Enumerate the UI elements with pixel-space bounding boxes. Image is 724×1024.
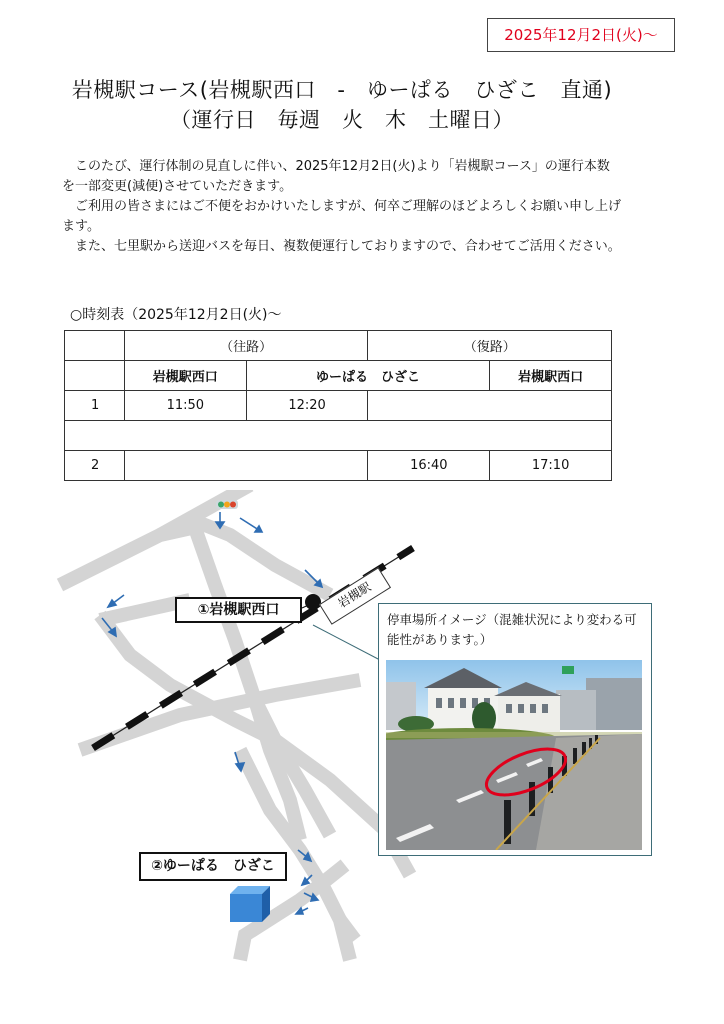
time-cell [124, 451, 368, 481]
page-subtitle: （運行日 毎週 火 木 土曜日） [170, 108, 514, 132]
col-yupal-hizako: ゆーぱる ひざこ [246, 361, 490, 391]
notice-paragraph-3: また、七里駅から送迎バスを毎日、複数便運行しておりますので、合わせてご活用ください。 [75, 239, 621, 254]
traffic-light-icon [216, 500, 238, 509]
building-icon [230, 886, 270, 922]
station-label-iwatsuki: 岩槻駅 [319, 567, 391, 624]
photo-caption: 停車場所イメージ（混雑状況により変わる可能性があります。） [387, 612, 637, 647]
table-row [65, 451, 612, 481]
effective-date-badge: 2025年12月2日(火)～ [487, 18, 675, 52]
time-cell: 17:10 [490, 451, 612, 481]
time-cell: 16:40 [368, 451, 490, 481]
stop-photo [386, 660, 642, 850]
stop-label-iwatsuki-west: ①岩槻駅西口 [175, 597, 302, 623]
col-iwatsuki-return: 岩槻駅西口 [490, 361, 612, 391]
time-cell [368, 391, 612, 421]
trip-number: 1 [65, 391, 125, 421]
trip-number: 2 [65, 451, 125, 481]
time-cell: 11:50 [124, 391, 246, 421]
timetable-corner-2 [65, 361, 125, 391]
outbound-header: （往路） [124, 331, 368, 361]
notice-paragraph-2: ご利用の皆さまにはご不便をおかけいたしますが、何卒ご理解のほどよろしくお願い申し上げます。 [62, 199, 622, 234]
timetable-corner [65, 331, 125, 361]
callout-line [313, 625, 380, 660]
notice-paragraph-1: このたび、運行体制の見直しに伴い、2025年12月2日(火)より「岩槻駅コース」の運行本数を一部変更(減便)させていただきます。 [62, 159, 610, 194]
stop-photo-image [386, 660, 642, 850]
photo-callout [378, 603, 652, 856]
return-header: （復路） [368, 331, 612, 361]
table-row [65, 391, 612, 421]
notice-text [62, 157, 622, 257]
table-spacer-row [65, 421, 612, 451]
timetable-caption: ○時刻表（2025年12月2日(火)～ [70, 307, 282, 323]
col-iwatsuki-outbound: 岩槻駅西口 [124, 361, 246, 391]
page-title: 岩槻駅コース(岩槻駅西口 - ゆーぱる ひざこ 直通) [71, 78, 613, 102]
dest-label-yupal-hizako: ②ゆーぱる ひざこ [139, 852, 287, 881]
bus-stop-marker [302, 594, 321, 610]
time-cell: 12:20 [246, 391, 368, 421]
timetable [64, 330, 612, 481]
